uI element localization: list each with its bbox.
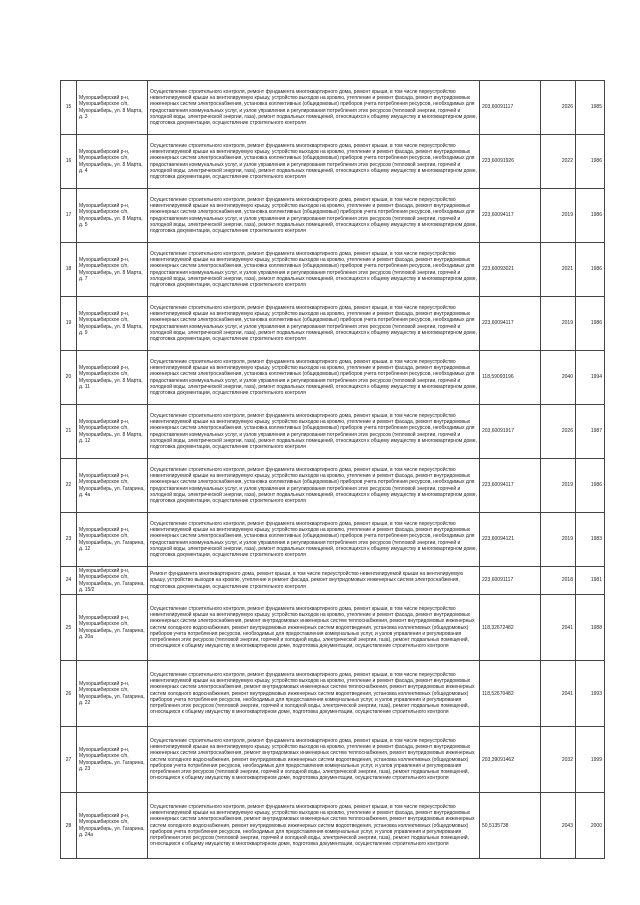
table-row (61, 595, 605, 661)
table-row (61, 405, 605, 459)
build-year-cell: 2000 (576, 793, 605, 859)
planned-year-cell: 2018 (541, 567, 576, 595)
cost-cell: 223,60091117 (480, 567, 541, 595)
works-description-cell: Осуществление строительного контроля, ремонт фундамента многоквартирного дома, ремонт крыши, в том числе переустройство невентилируемой крыши на вентилируемую крышу, устройство выходов на кровлю, утепление и ремонт фасада, ремонт внутридомовых инженерных систем электроснабжения, установка коллективных (общедомовых) приборов учета потребления ресурсов, необходимых для предоставления коммунальных услуг, и узлов управления и регулирования потребления этих ресурсов (тепловой энергии, горячей и холодной воды, электрической энергии, газа), ремонт подвальных помещений, относящихся к общему имуществу в многоквартирном доме, подготовка документации, осуществление строительного контроля (148, 513, 480, 567)
address-cell: Мухоршибирский р-н, Мухоршибирское с/п, Мухоршибирь, ул. 8 Марта, д. 11 (77, 351, 148, 405)
cost-cell: 223,60093021 (480, 243, 541, 297)
planned-year-cell: 2032 (541, 727, 576, 793)
table-row (61, 297, 605, 351)
cost-cell: 118,52670482 (480, 661, 541, 727)
works-description-cell: Осуществление строительного контроля, ремонт фундамента многоквартирного дома, ремонт крыши, в том числе переустройство невентилируемой крыши на вентилируемую крышу, устройство выходов на кровлю, утепление и ремонт фасада, ремонт внутридомовых инженерных систем электроснабжения, установка коллективных (общедомовых) приборов учета потребления ресурсов, необходимых для предоставления коммунальных услуг, и узлов управления и регулирования потребления этих ресурсов (тепловой энергии, горячей и холодной воды, электрической энергии, газа), ремонт подвальных помещений, относящихся к общему имуществу в многоквартирном доме, подготовка документации, осуществление строительного контроля (148, 189, 480, 243)
build-year-cell: 1994 (576, 351, 605, 405)
address-cell: Мухоршибирский р-н, Мухоршибирское с/п, Мухоршибирь, ул. 8 Марта, д. 3 (77, 81, 148, 135)
row-number: 18 (61, 243, 77, 297)
planned-year-cell: 2041 (541, 595, 576, 661)
row-number: 26 (61, 661, 77, 727)
build-year-cell: 1986 (576, 135, 605, 189)
table-row (61, 351, 605, 405)
cost-cell: 50,5135738 (480, 793, 541, 859)
row-number: 25 (61, 595, 77, 661)
build-year-cell: 1986 (576, 297, 605, 351)
cost-cell: 118,32672482 (480, 595, 541, 661)
row-number: 22 (61, 459, 77, 513)
planned-year-cell: 2041 (541, 661, 576, 727)
address-cell: Мухоршибирский р-н, Мухоршибирское с/п, Мухоршибирь, ул. Гагарина, д. 24а (77, 793, 148, 859)
table-body (61, 81, 605, 859)
address-cell: Мухоршибирский р-н, Мухоршибирское с/п, Мухоршибирь, ул. Гагарина, д. 4а (77, 459, 148, 513)
build-year-cell: 1999 (576, 727, 605, 793)
cost-cell: 223,60094117 (480, 189, 541, 243)
build-year-cell: 1988 (576, 595, 605, 661)
works-description-cell: Осуществление строительного контроля, ремонт фундамента многоквартирного дома, ремонт крыши, в том числе переустройство невентилируемой крыши на вентилируемую крышу, устройство выходов на кровлю, утепление и ремонт фасада, ремонт внутридомовых инженерных систем электроснабжения, ремонт внутридомовых инженерных систем теплоснабжения, ремонт внутридомовых инженерных систем холодного водоснабжения, ремонт внутридомовых инженерных систем водоотведения, установка коллективных (общедомовых) приборов учета потребления ресурсов, необходимых для предоставления коммунальных услуг, и узлов управления и регулирования потребления этих ресурсов (тепловой энергии, горячей и холодной воды, электрической энергии, газа), ремонт подвальных помещений, относящихся к общему имуществу в многоквартирном доме, подготовка документации, осуществление строительного контроля (148, 595, 480, 661)
address-cell: Мухоршибирский р-н, Мухоршибирское с/п, Мухоршибирь, ул. Гагарина, д. 22 (77, 661, 148, 727)
planned-year-cell: 2019 (541, 459, 576, 513)
table-row (61, 243, 605, 297)
address-cell: Мухоршибирский р-н, Мухоршибирское с/п, Мухоршибирь, ул. Гагарина, д. 20а (77, 595, 148, 661)
row-number: 17 (61, 189, 77, 243)
cost-cell: 223,60091926 (480, 135, 541, 189)
table-row (61, 727, 605, 793)
build-year-cell: 1986 (576, 189, 605, 243)
address-cell: Мухоршибирский р-н, Мухоршибирское с/п, Мухоршибирь, ул. 8 Марта, д. 9 (77, 297, 148, 351)
works-description-cell: Осуществление строительного контроля, ремонт фундамента многоквартирного дома, ремонт крыши, в том числе переустройство невентилируемой крыши на вентилируемую крышу, устройство выходов на кровлю, утепление и ремонт фасада, ремонт внутридомовых инженерных систем электроснабжения, установка коллективных (общедомовых) приборов учета потребления ресурсов, необходимых для предоставления коммунальных услуг, и узлов управления и регулирования потребления этих ресурсов (тепловой энергии, горячей и холодной воды, электрической энергии, газа), ремонт подвальных помещений, относящихся к общему имуществу в многоквартирном доме, подготовка документации, осуществление строительного контроля (148, 297, 480, 351)
row-number: 20 (61, 351, 77, 405)
works-description-cell: Осуществление строительного контроля, ремонт фундамента многоквартирного дома, ремонт крыши, в том числе переустройство невентилируемой крыши на вентилируемую крышу, устройство выходов на кровлю, утепление и ремонт фасада, ремонт внутридомовых инженерных систем электроснабжения, установка коллективных (общедомовых) приборов учета потребления ресурсов, необходимых для предоставления коммунальных услуг, и узлов управления и регулирования потребления этих ресурсов (тепловой энергии, горячей и холодной воды, электрической энергии, газа), ремонт подвальных помещений, относящихся к общему имуществу в многоквартирном доме, подготовка документации, осуществление строительного контроля (148, 81, 480, 135)
row-number: 16 (61, 135, 77, 189)
row-number: 19 (61, 297, 77, 351)
works-description-cell: Осуществление строительного контроля, ремонт фундамента многоквартирного дома, ремонт крыши, в том числе переустройство невентилируемой крыши на вентилируемую крышу, устройство выходов на кровлю, утепление и ремонт фасада, ремонт внутридомовых инженерных систем электроснабжения, установка коллективных (общедомовых) приборов учета потребления ресурсов, необходимых для предоставления коммунальных услуг, и узлов управления и регулирования потребления этих ресурсов (тепловой энергии, горячей и холодной воды, электрической энергии, газа), ремонт подвальных помещений, относящихся к общему имуществу в многоквартирном доме, подготовка документации, осуществление строительного контроля (148, 135, 480, 189)
planned-year-cell: 2026 (541, 81, 576, 135)
build-year-cell: 1986 (576, 243, 605, 297)
planned-year-cell: 2026 (541, 405, 576, 459)
planned-year-cell: 2019 (541, 513, 576, 567)
table-row (61, 459, 605, 513)
works-description-cell: Осуществление строительного контроля, ремонт фундамента многоквартирного дома, ремонт крыши, в том числе переустройство невентилируемой крыши на вентилируемую крышу, устройство выходов на кровлю, утепление и ремонт фасада, ремонт внутридомовых инженерных систем электроснабжения, установка коллективных (общедомовых) приборов учета потребления ресурсов, необходимых для предоставления коммунальных услуг, и узлов управления и регулирования потребления этих ресурсов (тепловой энергии, горячей и холодной воды, электрической энергии, газа), ремонт подвальных помещений, относящихся к общему имуществу в многоквартирном доме, подготовка документации, осуществление строительного контроля (148, 459, 480, 513)
address-cell: Мухоршибирский р-н, Мухоршибирское с/п, Мухоршибирь, ул. 8 Марта, д. 4 (77, 135, 148, 189)
build-year-cell: 1993 (576, 661, 605, 727)
cost-cell: 223,60094117 (480, 459, 541, 513)
table-row (61, 81, 605, 135)
works-description-cell: Ремонт фундамента многоквартирного дома, ремонт крыши, в том числе переустройство невентилируемой крыши на вентилируемую крышу, устройство выходов на кровлю, утепление и ремонт фасада, ремонт внутридомовых инженерных систем электроснабжения, подготовка документации, осуществление строительного контроля (148, 567, 480, 595)
works-description-cell: Осуществление строительного контроля, ремонт фундамента многоквартирного дома, ремонт крыши, в том числе переустройство невентилируемой крыши на вентилируемую крышу, устройство выходов на кровлю, утепление и ремонт фасада, ремонт внутридомовых инженерных систем электроснабжения, ремонт внутридомовых инженерных систем теплоснабжения, ремонт внутридомовых инженерных систем холодного водоснабжения, ремонт внутридомовых инженерных систем водоотведения, установка коллективных (общедомовых) приборов учета потребления ресурсов, необходимых для предоставления коммунальных услуг, и узлов управления и регулирования потребления этих ресурсов (тепловой энергии, горячей и холодной воды, электрической энергии, газа), ремонт подвальных помещений, относящихся к общему имуществу в многоквартирном доме, подготовка документации, осуществление строительного контроля (148, 661, 480, 727)
works-description-cell: Осуществление строительного контроля, ремонт фундамента многоквартирного дома, ремонт крыши, в том числе переустройство невентилируемой крыши на вентилируемую крышу, устройство выходов на кровлю, утепление и ремонт фасада, ремонт внутридомовых инженерных систем электроснабжения, ремонт внутридомовых инженерных систем теплоснабжения, ремонт внутридомовых инженерных систем холодного водоснабжения, ремонт внутридомовых инженерных систем водоотведения, установка коллективных (общедомовых) приборов учета потребления ресурсов, необходимых для предоставления коммунальных услуг, и узлов управления и регулирования потребления этих ресурсов (тепловой энергии, горячей и холодной воды, электрической энергии, газа), ремонт подвальных помещений, относящихся к общему имуществу в многоквартирном доме, подготовка документации, осуществление строительного контроля (148, 793, 480, 859)
works-description-cell: Осуществление строительного контроля, ремонт фундамента многоквартирного дома, ремонт крыши, в том числе переустройство невентилируемой крыши на вентилируемую крышу, устройство выходов на кровлю, утепление и ремонт фасада, ремонт внутридомовых инженерных систем электроснабжения, установка коллективных (общедомовых) приборов учета потребления ресурсов, необходимых для предоставления коммунальных услуг, и узлов управления и регулирования потребления этих ресурсов (тепловой энергии, горячей и холодной воды, электрической энергии, газа), ремонт подвальных помещений, относящихся к общему имуществу в многоквартирном доме, подготовка документации, осуществление строительного контроля (148, 405, 480, 459)
works-description-cell: Осуществление строительного контроля, ремонт фундамента многоквартирного дома, ремонт крыши, в том числе переустройство невентилируемой крыши на вентилируемую крышу, устройство выходов на кровлю, утепление и ремонт фасада, ремонт внутридомовых инженерных систем электроснабжения, ремонт внутридомовых инженерных систем теплоснабжения, ремонт внутридомовых инженерных систем холодного водоснабжения, ремонт внутридомовых инженерных систем водоотведения, установка коллективных (общедомовых) приборов учета потребления ресурсов, необходимых для предоставления коммунальных услуг, и узлов управления и регулирования потребления этих ресурсов (тепловой энергии, горячей и холодной воды, электрической энергии, газа), ремонт подвальных помещений, относящихся к общему имуществу в многоквартирном доме, подготовка документации, осуществление строительного контроля (148, 727, 480, 793)
row-number: 15 (61, 81, 77, 135)
address-cell: Мухоршибирский р-н, Мухоршибирское с/п, Мухоршибирь, ул. Гагарина, д. 12 (77, 513, 148, 567)
build-year-cell: 1981 (576, 567, 605, 595)
address-cell: Мухоршибирский р-н, Мухоршибирское с/п, Мухоршибирь, ул. Гагарина, д. 15/2 (77, 567, 148, 595)
address-cell: Мухоршибирский р-н, Мухоршибирское с/п, Мухоршибирь, ул. 8 Марта, д. 5 (77, 189, 148, 243)
planned-year-cell: 2019 (541, 189, 576, 243)
table-row (61, 513, 605, 567)
works-description-cell: Осуществление строительного контроля, ремонт фундамента многоквартирного дома, ремонт крыши, в том числе переустройство невентилируемой крыши на вентилируемую крышу, устройство выходов на кровлю, утепление и ремонт фасада, ремонт внутридомовых инженерных систем электроснабжения, установка коллективных (общедомовых) приборов учета потребления ресурсов, необходимых для предоставления коммунальных услуг, и узлов управления и регулирования потребления этих ресурсов (тепловой энергии, горячей и холодной воды, электрической энергии, газа), ремонт подвальных помещений, относящихся к общему имуществу в многоквартирном доме, подготовка документации, осуществление строительного контроля (148, 243, 480, 297)
row-number: 23 (61, 513, 77, 567)
cost-cell: 203,39091462 (480, 727, 541, 793)
repair-register-table (60, 80, 605, 859)
works-description-cell: Осуществление строительного контроля, ремонт фундамента многоквартирного дома, ремонт крыши, в том числе переустройство невентилируемой крыши на вентилируемую крышу, устройство выходов на кровлю, утепление и ремонт фасада, ремонт внутридомовых инженерных систем электроснабжения, установка коллективных (общедомовых) приборов учета потребления ресурсов, необходимых для предоставления коммунальных услуг, и узлов управления и регулирования потребления этих ресурсов (тепловой энергии, горячей и холодной воды, электрической энергии, газа), ремонт подвальных помещений, относящихся к общему имуществу в многоквартирном доме, подготовка документации, осуществление строительного контроля (148, 351, 480, 405)
table-row (61, 567, 605, 595)
row-number: 28 (61, 793, 77, 859)
build-year-cell: 1987 (576, 405, 605, 459)
address-cell: Мухоршибирский р-н, Мухоршибирское с/п, Мухоршибирь, ул. Гагарина, д. 23 (77, 727, 148, 793)
planned-year-cell: 2021 (541, 243, 576, 297)
cost-cell: 223,60094121 (480, 513, 541, 567)
cost-cell: 118,59093196 (480, 351, 541, 405)
planned-year-cell: 2019 (541, 297, 576, 351)
row-number: 24 (61, 567, 77, 595)
table-row (61, 793, 605, 859)
build-year-cell: 1985 (576, 81, 605, 135)
row-number: 27 (61, 727, 77, 793)
cost-cell: 223,60094117 (480, 297, 541, 351)
table-row (61, 135, 605, 189)
cost-cell: 203,60091117 (480, 81, 541, 135)
row-number: 21 (61, 405, 77, 459)
build-year-cell: 1986 (576, 459, 605, 513)
planned-year-cell: 2040 (541, 351, 576, 405)
address-cell: Мухоршибирский р-н, Мухоршибирское с/п, Мухоршибирь, ул. 8 Марта, д. 12 (77, 405, 148, 459)
build-year-cell: 1983 (576, 513, 605, 567)
address-cell: Мухоршибирский р-н, Мухоршибирское с/п, Мухоршибирь, ул. 8 Марта, д. 7 (77, 243, 148, 297)
planned-year-cell: 2043 (541, 793, 576, 859)
table-row (61, 661, 605, 727)
table-row (61, 189, 605, 243)
cost-cell: 203,60091917 (480, 405, 541, 459)
planned-year-cell: 2022 (541, 135, 576, 189)
